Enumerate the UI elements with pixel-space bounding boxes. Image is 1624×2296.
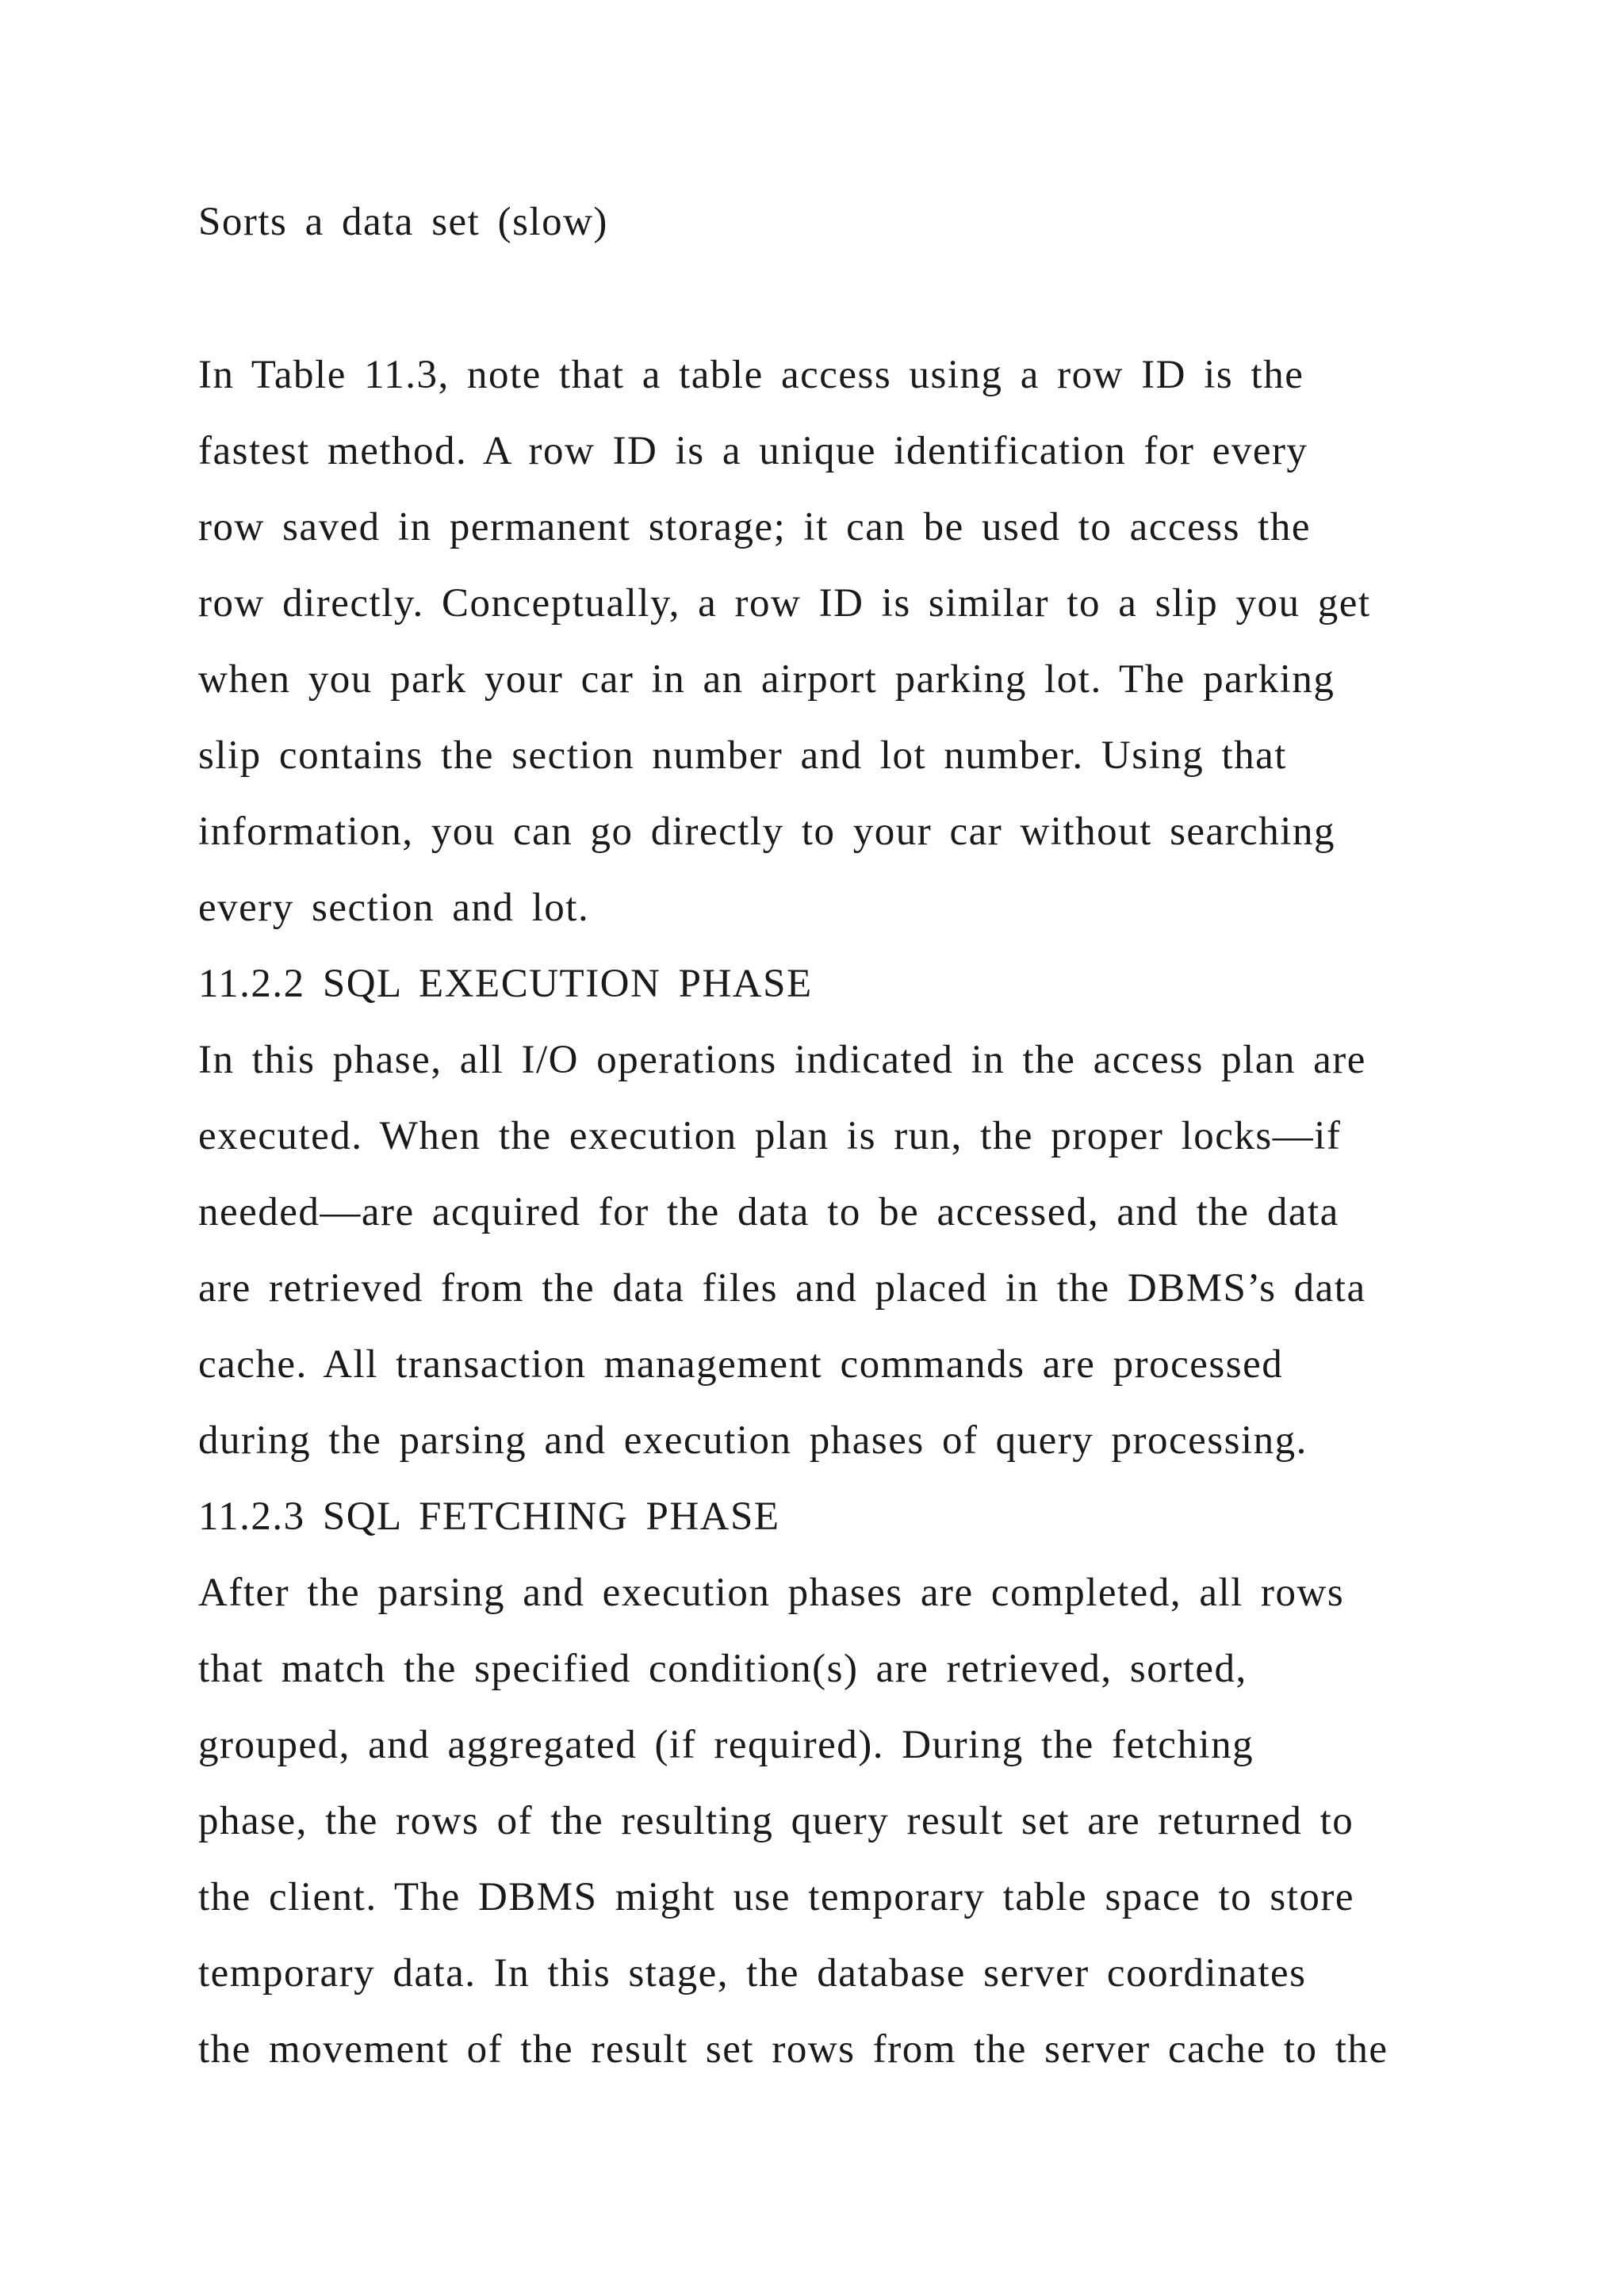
paragraph-line: that match the specified condition(s) are retrieved, sorted, (198, 1647, 1247, 1691)
paragraph-line: are retrieved from the data files and placed in the DBMS’s data (198, 1266, 1366, 1311)
paragraph-line: information, you can go directly to your car without searching (198, 809, 1335, 854)
paragraph-line: during the parsing and execution phases of query processing. (198, 1418, 1308, 1463)
paragraph-line: every section and lot. (198, 886, 590, 930)
paragraph-line: cache. All transaction management commands are processed (198, 1342, 1284, 1387)
paragraph-line: needed—are acquired for the data to be accessed, and the data (198, 1190, 1339, 1234)
paragraph-line: row directly. Conceptually, a row ID is similar to a slip you get (198, 581, 1371, 626)
paragraph-line: slip contains the section number and lot number. Using that (198, 733, 1287, 778)
sort-row-note: Sorts a data set (slow) (198, 200, 608, 244)
section-heading: 11.2.3 SQL FETCHING PHASE (198, 1494, 780, 1539)
paragraph-line: temporary data. In this stage, the database server coordinates (198, 1951, 1307, 1996)
paragraph-line: fastest method. A row ID is a unique identification for every (198, 429, 1308, 473)
paragraph-line: row saved in permanent storage; it can be used to access the (198, 505, 1311, 549)
paragraph-line: grouped, and aggregated (if required). During the fetching (198, 1723, 1254, 1767)
paragraph-line: In this phase, all I/O operations indicated in the access plan are (198, 1038, 1366, 1082)
paragraph-line: phase, the rows of the resulting query result set are returned to (198, 1799, 1354, 1843)
paragraph-line: executed. When the execution plan is run, the proper locks—if (198, 1114, 1342, 1158)
paragraph-line: when you park your car in an airport parking lot. The parking (198, 657, 1335, 702)
paragraph-line: the client. The DBMS might use temporary table space to store (198, 1875, 1355, 1919)
paragraph-line: After the parsing and execution phases are completed, all rows (198, 1571, 1345, 1615)
paragraph-line: In Table 11.3, note that a table access using a row ID is the (198, 353, 1304, 397)
paragraph-line: the movement of the result set rows from the server cache to the (198, 2027, 1388, 2072)
section-heading: 11.2.2 SQL EXECUTION PHASE (198, 962, 813, 1006)
